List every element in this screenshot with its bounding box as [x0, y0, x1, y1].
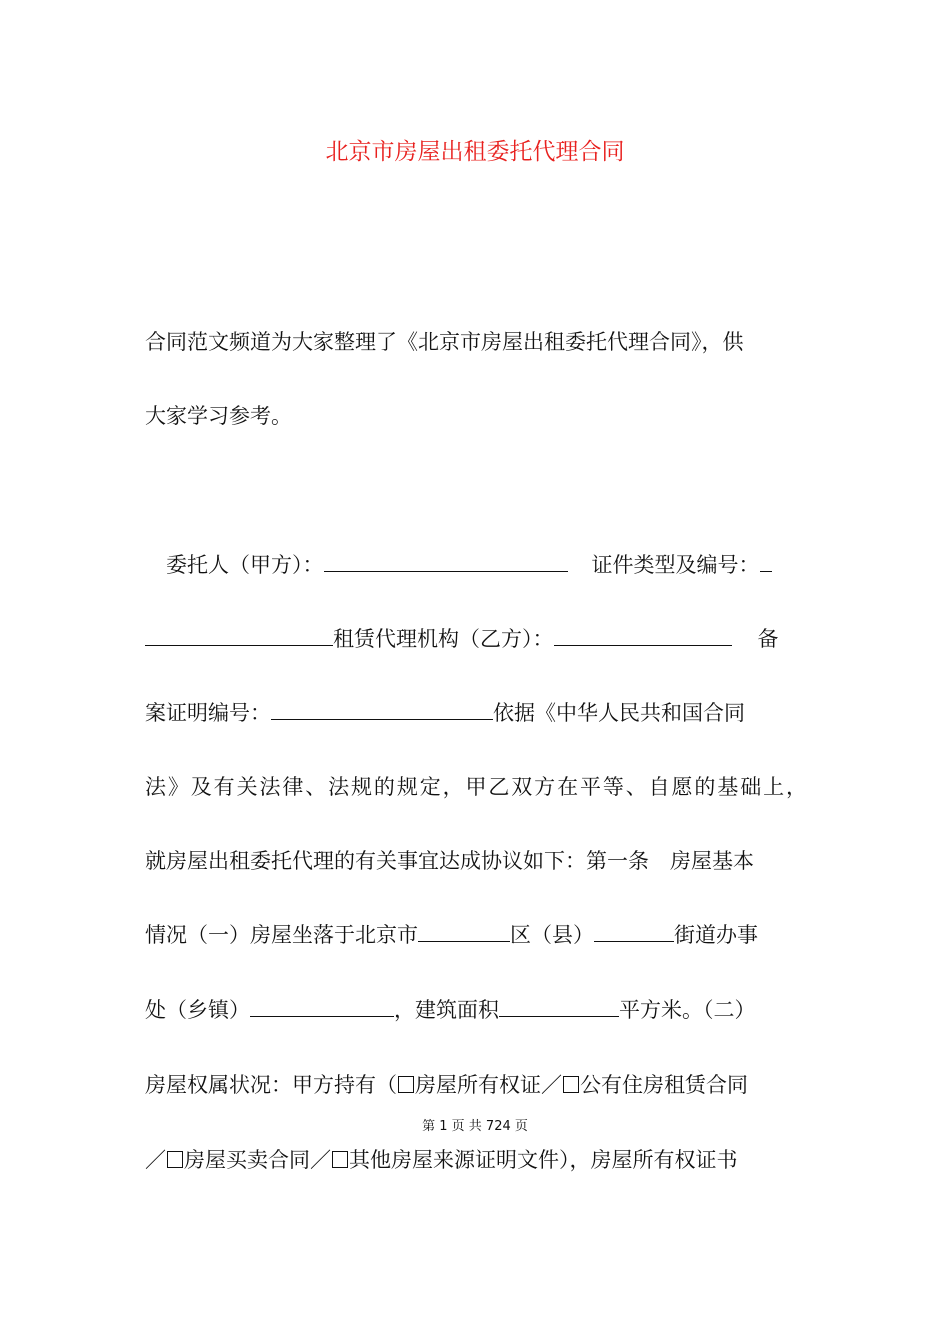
- location-label: 情况（一）房屋坐落于北京市: [145, 923, 418, 947]
- principal-label: 委托人（甲方）：: [166, 553, 324, 577]
- checkbox-ownership-cert[interactable]: [398, 1076, 414, 1093]
- slash-sep: ／: [145, 1148, 166, 1172]
- id-type-label: 证件类型及编号：: [591, 553, 760, 577]
- contract-line-4: 法》及有关法律、法规的规定，甲乙双方在平等、自愿的基础上，: [145, 775, 807, 799]
- contract-line-7: [145, 996, 807, 1024]
- principal-blank[interactable]: [324, 551, 568, 572]
- document-title: 北京市房屋出租委托代理合同: [325, 139, 625, 165]
- filing-label: 案证明编号：: [145, 701, 271, 725]
- filing-label-start: 备: [757, 627, 779, 651]
- public-lease-label: 公有住房租赁合同: [580, 1073, 748, 1097]
- intro-line-2: 大家学习参考。: [145, 404, 292, 428]
- other-proof-label: 其他房屋来源证明文件），房屋所有权证书: [349, 1148, 738, 1172]
- contract-line-6: [145, 921, 807, 949]
- area-unit: 平方米。（二）: [619, 998, 756, 1022]
- agency-blank[interactable]: [554, 625, 732, 646]
- basis-text: 依据《中华人民共和国合同: [493, 701, 745, 725]
- contract-line-2: [145, 625, 807, 653]
- contract-line-9: [145, 1146, 807, 1174]
- checkbox-sale-contract[interactable]: [167, 1151, 183, 1168]
- contract-line-8: [145, 1071, 807, 1099]
- street-label: 街道办事: [674, 923, 758, 947]
- contract-line-1: [166, 551, 807, 579]
- contract-line-5: 就房屋出租委托代理的有关事宜达成协议如下：第一条 房屋基本: [145, 849, 754, 873]
- township-label: 处（乡镇）: [145, 998, 250, 1022]
- district-label: 区（县）: [510, 923, 594, 947]
- id-number-blank[interactable]: [760, 551, 772, 572]
- area-label: ，建筑面积: [394, 998, 499, 1022]
- sale-contract-label: 房屋买卖合同／: [184, 1148, 331, 1172]
- area-blank[interactable]: [499, 996, 619, 1017]
- filing-number-blank[interactable]: [271, 699, 493, 720]
- intro-line-1: 合同范文频道为大家整理了《北京市房屋出租委托代理合同》，供: [145, 330, 744, 354]
- checkbox-public-lease[interactable]: [563, 1076, 579, 1093]
- district-blank[interactable]: [418, 921, 510, 942]
- township-blank[interactable]: [250, 996, 394, 1017]
- street-blank[interactable]: [594, 921, 674, 942]
- ownership-label: 房屋权属状况：甲方持有（: [145, 1073, 397, 1097]
- contract-line-3: [145, 699, 807, 727]
- ownership-cert-label: 房屋所有权证／: [415, 1073, 562, 1097]
- checkbox-other-proof[interactable]: [332, 1151, 348, 1168]
- agency-label: 租赁代理机构（乙方）：: [333, 627, 554, 651]
- id-number-blank-cont[interactable]: [145, 625, 333, 646]
- page-footer: 第 1 页 共 724 页: [422, 1119, 528, 1134]
